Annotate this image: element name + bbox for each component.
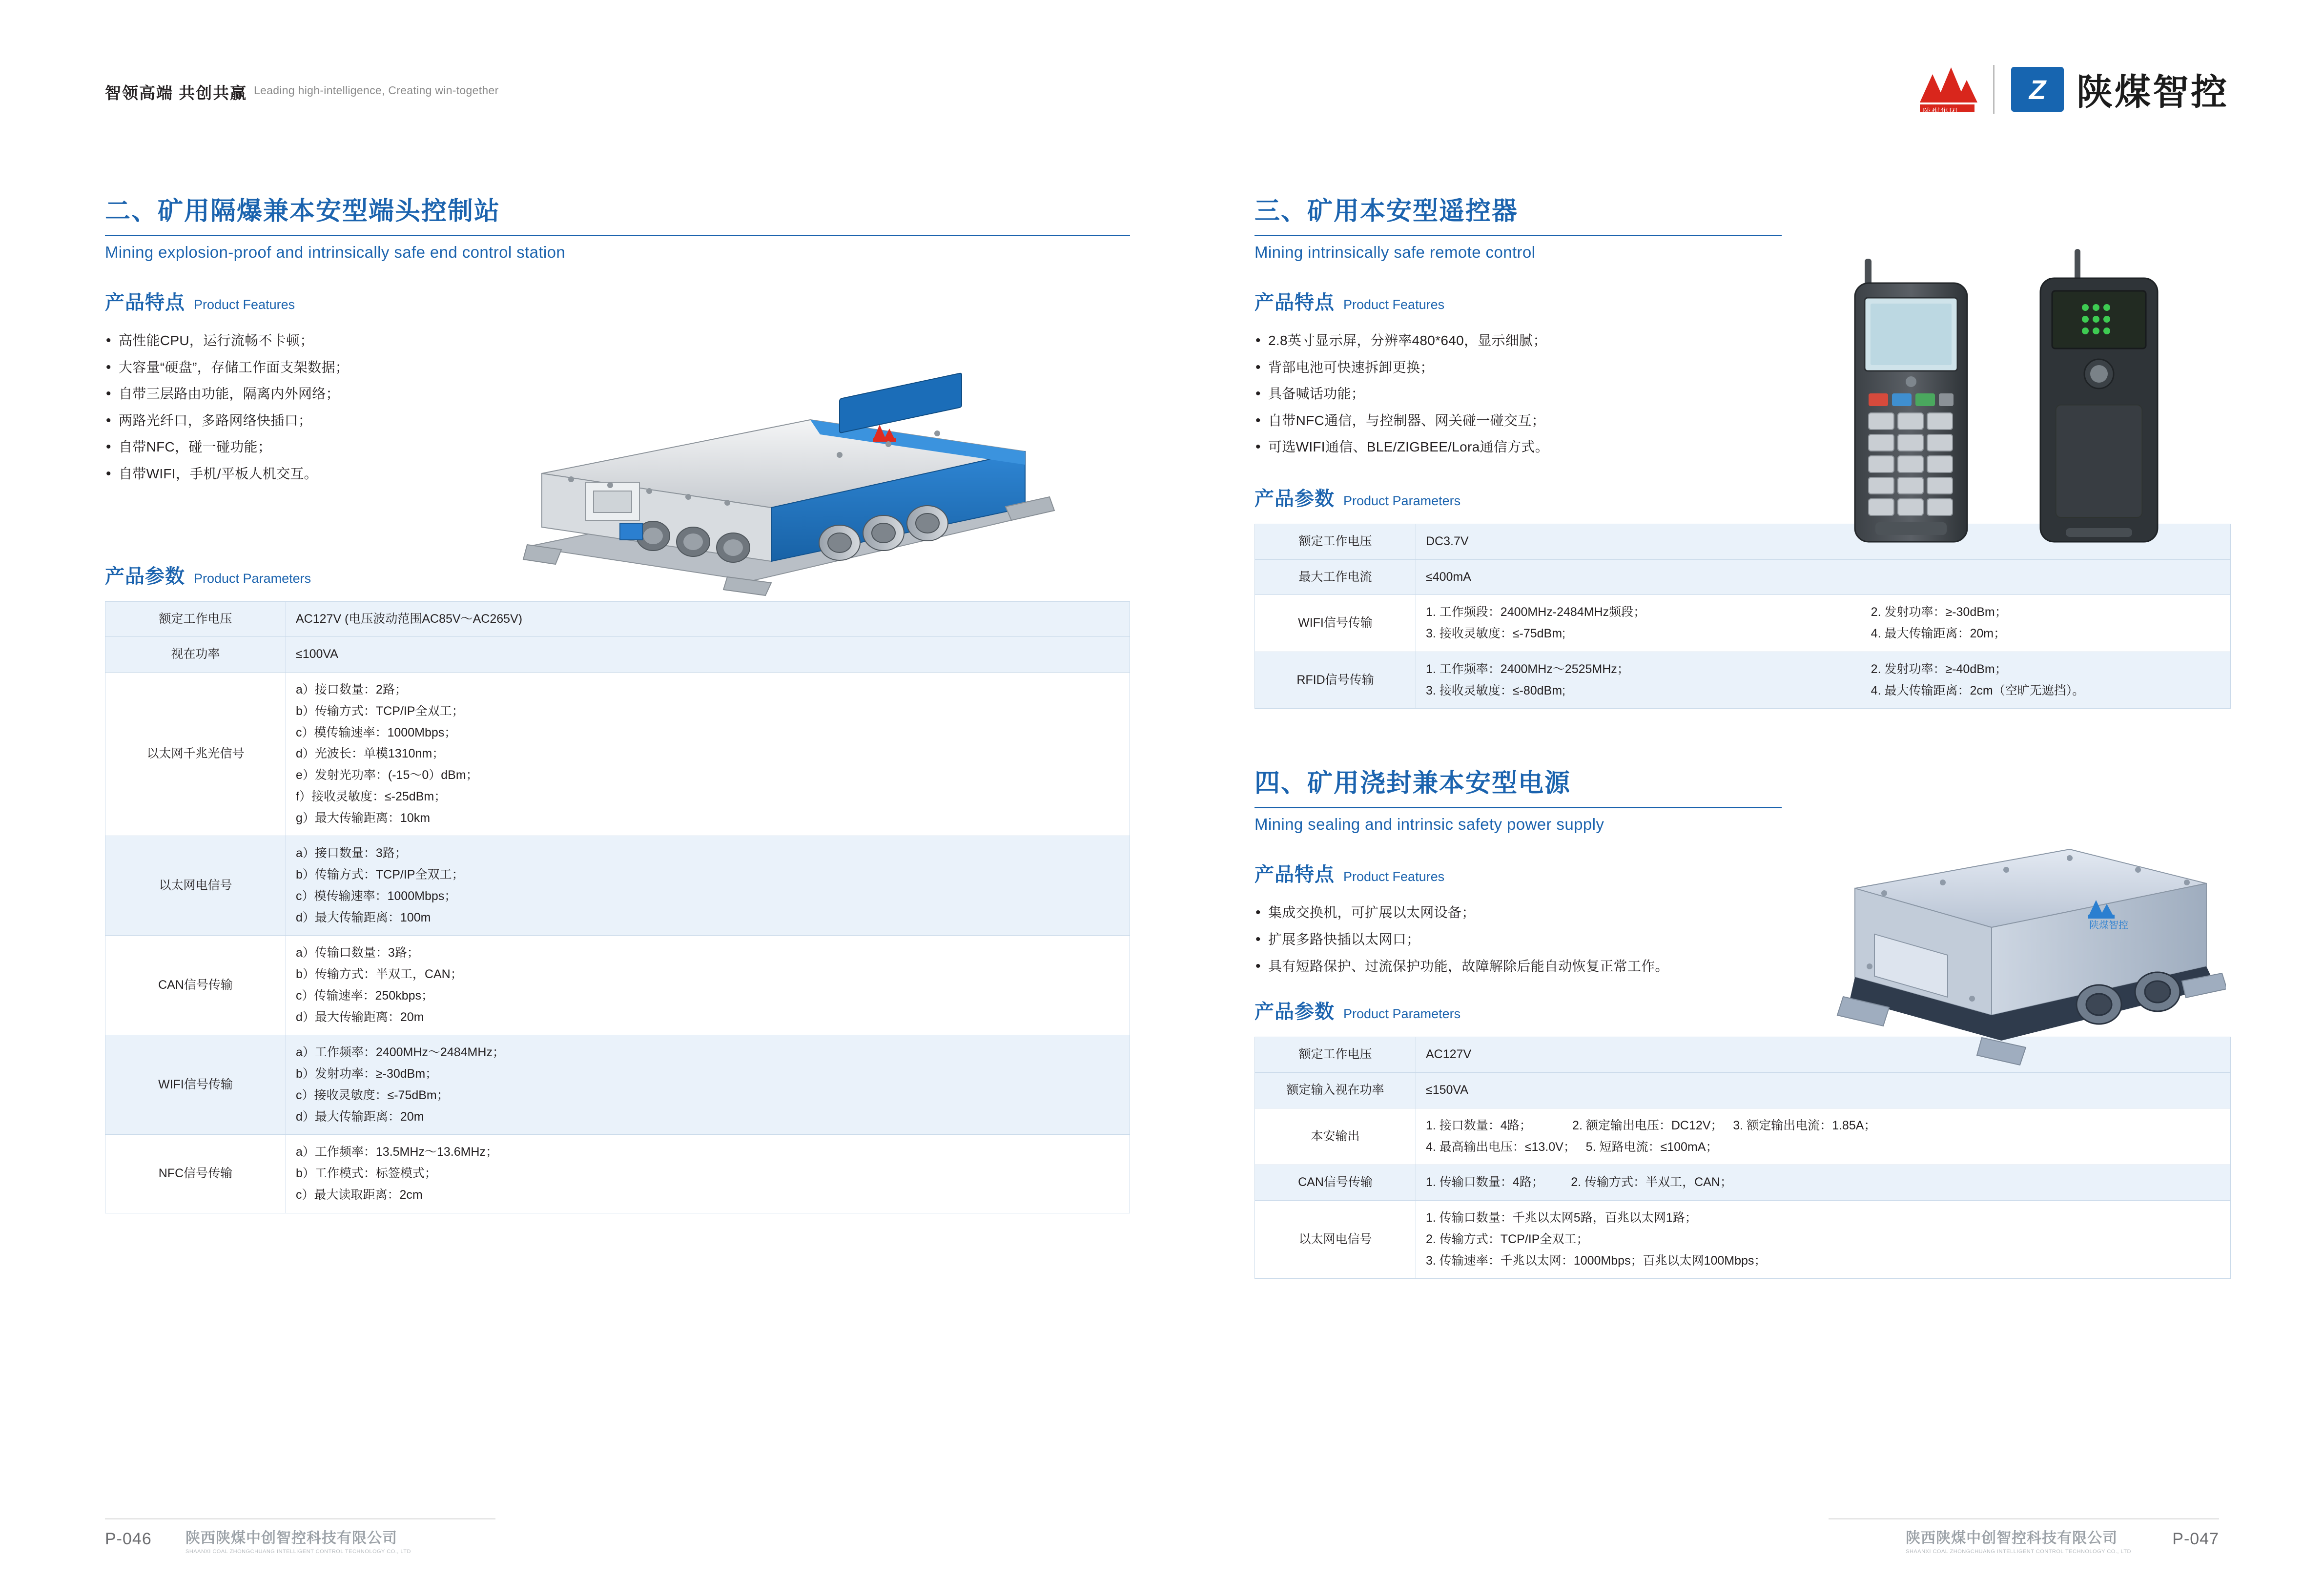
param-line: 4. 最大传输距离：20m；: [1871, 627, 2006, 641]
footer-rule-left: [105, 1518, 495, 1519]
list-item: • 高性能CPU，运行流畅不卡顿；: [105, 328, 544, 354]
section-power-supply: [1255, 762, 1782, 834]
list-item: • 集成交换机，可扩展以太网设备；: [1255, 900, 1806, 926]
footer-company-cn: 陕西陕煤中创智控科技有限公司: [1906, 1530, 2118, 1546]
list-item: • 自带NFC通信，与控制器、网关碰一碰交互；: [1255, 408, 1806, 434]
svg-text:陕煤智控: 陕煤智控: [2089, 920, 2128, 931]
param-label: WIFI信号传输: [1255, 595, 1416, 652]
footer-company-en: SHAANXI COAL ZHONGCHUANG INTELLIGENT CONTROL TECHNOLOGY CO., LTD: [1906, 1549, 2131, 1555]
param-value: [1416, 595, 2231, 652]
list-item: • 背部电池可快速拆卸更换；: [1255, 354, 1806, 381]
logo-group-label: 陕煤集团: [1923, 107, 1958, 117]
param-line: 4. 最大传输距离：2cm（空旷无遮挡）。: [1871, 683, 2085, 697]
param-line: 2. 发射功率：≥-30dBm；: [1871, 605, 2007, 619]
param-line: 1. 传输口数量：4路； 2. 传输方式：半双工，CAN；: [1426, 1175, 1732, 1189]
param-value: [286, 1135, 1130, 1213]
param-value: [1416, 1201, 2231, 1279]
left-column: [105, 190, 1130, 1213]
param-line: b）工作模式：标签模式；: [296, 1167, 437, 1181]
param-label: 以太网千兆光信号: [105, 673, 286, 836]
page-number-left: P-046: [105, 1530, 152, 1548]
param-value: [286, 836, 1130, 936]
slogan-cn: 智领高端 共创共赢: [105, 84, 247, 102]
brand-logo: [1918, 63, 2229, 115]
param-line: d）最大传输距离：20m: [296, 1010, 424, 1024]
param-line: AC127V (电压波动范围AC85V～AC265V): [296, 612, 523, 626]
param-label: 以太网电信号: [1255, 1201, 1416, 1279]
param-label: WIFI信号传输: [105, 1035, 286, 1135]
param-line: b）传输方式：半双工，CAN；: [296, 967, 463, 982]
list-item: • 具有短路保护、过流保护功能，故障解除后能自动恢复正常工作。: [1255, 953, 1806, 980]
section-end-control-station: [105, 190, 1130, 262]
features-list: [1255, 328, 1806, 461]
table-row: [1255, 1108, 2231, 1165]
list-item: • 大容量“硬盘”，存储工作面支架数据；: [105, 354, 544, 381]
param-label: NFC信号传输: [105, 1135, 286, 1213]
features-list: [105, 328, 544, 488]
list-item: • 自带NFC，碰一碰功能；: [105, 434, 544, 461]
param-line: ≤150VA: [1426, 1083, 1468, 1097]
param-line: b）传输方式：TCP/IP全双工；: [296, 868, 464, 882]
product-image-remote-control: [1845, 229, 2216, 571]
params-heading-cn: 产品参数: [1255, 488, 1335, 510]
section-title-cn: 二、矿用隔爆兼本安型端头控制站: [105, 197, 501, 225]
list-item: • 2.8英寸显示屏，分辨率480*640，显示细腻；: [1255, 328, 1806, 354]
param-line: c）传输速率：250kbps；: [296, 988, 434, 1003]
table-row: [105, 936, 1130, 1035]
page-header: [0, 0, 2324, 161]
features-heading-en: Product Features: [194, 297, 295, 312]
section-rule: [1255, 235, 1782, 236]
param-line: b）发射功率：≥-30dBm；: [296, 1067, 438, 1081]
section-title-cn: 三、矿用本安型遥控器: [1255, 197, 1519, 225]
params-heading-en: Product Parameters: [1343, 493, 1461, 508]
param-line: d）最大传输距离：100m: [296, 910, 431, 924]
param-value: [1416, 1165, 2231, 1201]
param-value: [1416, 652, 2231, 709]
table-row: [1255, 1201, 2231, 1279]
features-heading-cn: 产品特点: [105, 292, 185, 313]
params-table-end-control-station: [105, 601, 1130, 1213]
section-rule: [1255, 807, 1782, 808]
zhikong-mark-icon: Z: [2011, 67, 2064, 112]
product-image-power-supply: [1796, 805, 2226, 1108]
section-title-en: Mining sealing and intrinsic safety power supply: [1255, 815, 1604, 834]
param-line: b）传输方式：TCP/IP全双工；: [296, 704, 464, 718]
param-line: a）传输口数量：3路；: [296, 946, 419, 960]
page-number-right: P-047: [2172, 1530, 2219, 1548]
param-label: 额定工作电压: [1255, 524, 1416, 559]
table-row: [105, 836, 1130, 936]
list-item: • 自带三层路由功能，隔离内外网络；: [105, 381, 544, 408]
table-row: [105, 673, 1130, 836]
list-item: • 具备喊话功能；: [1255, 381, 1806, 408]
footer-company-cn: 陕西陕煤中创智控科技有限公司: [185, 1530, 397, 1546]
params-heading-en: Product Parameters: [194, 571, 311, 586]
logo-divider: [1993, 65, 1995, 114]
remote-control-illustration: [1845, 229, 2216, 571]
param-label: CAN信号传输: [1255, 1165, 1416, 1201]
shaanxi-coal-group-logo-icon: [1918, 64, 1976, 115]
table-row: [105, 637, 1130, 673]
param-value: [286, 637, 1130, 673]
table-row: [1255, 652, 2231, 709]
params-heading-cn: 产品参数: [105, 565, 185, 587]
brand-name: 陕煤智控: [2077, 72, 2229, 112]
product-image-end-control-station: [498, 351, 1084, 625]
params-heading-cn: 产品参数: [1255, 1001, 1335, 1023]
section-title-cn: 四、矿用浇封兼本安型电源: [1255, 769, 1571, 798]
page-footer: [0, 1479, 2324, 1577]
param-line: f）接收灵敏度：≤-25dBm；: [296, 789, 447, 803]
param-value: [286, 1035, 1130, 1135]
param-label: CAN信号传输: [105, 936, 286, 1035]
param-line: DC3.7V: [1426, 534, 1469, 548]
footer-company-en: SHAANXI COAL ZHONGCHUANG INTELLIGENT CONTROL TECHNOLOGY CO., LTD: [185, 1549, 411, 1555]
param-label: RFID信号传输: [1255, 652, 1416, 709]
list-item: • 两路光纤口，多路网络快插口；: [105, 408, 544, 434]
param-label: 最大工作电流: [1255, 559, 1416, 595]
param-line: d）光波长：单模1310nm；: [296, 747, 445, 761]
param-line: g）最大传输距离：10km: [296, 811, 431, 825]
param-label: 以太网电信号: [105, 836, 286, 936]
params-heading-en: Product Parameters: [1343, 1006, 1461, 1022]
param-line: d）最大传输距离：20m: [296, 1109, 424, 1124]
footer-company-left: [185, 1526, 411, 1555]
param-value: [286, 936, 1130, 1035]
param-line: c）最大读取距离：2cm: [296, 1188, 423, 1202]
list-item: • 可选WIFI通信、BLE/ZIGBEE/Lora通信方式。: [1255, 434, 1806, 461]
power-supply-illustration: [1796, 805, 2226, 1108]
param-line: 3. 传输速率：千兆以太网：1000Mbps；百兆以太网100Mbps；: [1426, 1253, 1767, 1268]
param-line: 3. 接收灵敏度：≤-75dBm;: [1426, 627, 1565, 641]
section-title-en: Mining intrinsically safe remote control: [1255, 243, 1536, 261]
slogan-en: Leading high-intelligence, Creating win-together: [254, 84, 499, 97]
param-line: a）工作频率：13.5MHz～13.6MHz；: [296, 1145, 498, 1159]
section-title-en: Mining explosion-proof and intrinsically safe end control station: [105, 243, 566, 261]
table-row: [105, 1135, 1130, 1213]
features-heading-cn: 产品特点: [1255, 864, 1335, 886]
param-line: ≤400mA: [1426, 570, 1471, 584]
param-line: a）接口数量：2路；: [296, 683, 407, 697]
section-rule: [105, 235, 1130, 236]
end-control-station-illustration: [498, 351, 1084, 625]
param-line: c）模传输速率：1000Mbps；: [296, 889, 457, 903]
param-line: 1. 工作频率：2400MHz～2525MHz；: [1426, 662, 1629, 676]
features-heading-en: Product Features: [1343, 297, 1445, 312]
features-heading-en: Product Features: [1343, 869, 1445, 884]
features-heading-cn: 产品特点: [1255, 292, 1335, 313]
section-remote-control: [1255, 190, 1782, 262]
param-label: 额定工作电压: [1255, 1037, 1416, 1073]
table-row: [1255, 1165, 2231, 1201]
footer-rule-right: [1829, 1518, 2219, 1519]
param-line: 1. 传输口数量：千兆以太网5路，百兆以太网1路；: [1426, 1211, 1697, 1225]
param-label: 本安输出: [1255, 1108, 1416, 1165]
param-label: 额定输入视在功率: [1255, 1073, 1416, 1108]
param-line: a）接口数量：3路；: [296, 846, 407, 860]
param-line: a）工作频率：2400MHz～2484MHz；: [296, 1045, 505, 1060]
param-value: [286, 673, 1130, 836]
param-line: 2. 传输方式：TCP/IP全双工；: [1426, 1232, 1589, 1246]
param-line: 1. 工作频段：2400MHz-2484MHz频段；: [1426, 605, 1646, 619]
param-line: c）模传输速率：1000Mbps；: [296, 725, 457, 739]
features-list: [1255, 900, 1806, 980]
param-line: 3. 接收灵敏度：≤-80dBm;: [1426, 683, 1565, 697]
features-heading: [105, 287, 1130, 315]
param-line: AC127V: [1426, 1047, 1472, 1062]
param-line: 2. 发射功率：≥-40dBm；: [1871, 662, 2007, 676]
param-line: c）接收灵敏度：≤-75dBm；: [296, 1088, 449, 1102]
param-value: [1416, 1108, 2231, 1165]
param-line: 4. 最高输出电压：≤13.0V； 5. 短路电流：≤100mA；: [1426, 1140, 1718, 1154]
param-line: 1. 接口数量：4路； 2. 额定输出电压：DC12V； 3. 额定输出电流：1.85A；: [1426, 1118, 1876, 1132]
table-row: [1255, 595, 2231, 652]
list-item: • 扩展多路快插以太网口；: [1255, 926, 1806, 953]
footer-company-right: [1906, 1526, 2131, 1555]
param-line: e）发射光功率：(-15～0）dBm；: [296, 768, 478, 782]
param-label: 视在功率: [105, 637, 286, 673]
param-line: ≤100VA: [296, 647, 338, 661]
param-label: 额定工作电压: [105, 601, 286, 637]
table-row: [105, 1035, 1130, 1135]
list-item: • 自带WIFI，手机/平板人机交互。: [105, 461, 544, 488]
